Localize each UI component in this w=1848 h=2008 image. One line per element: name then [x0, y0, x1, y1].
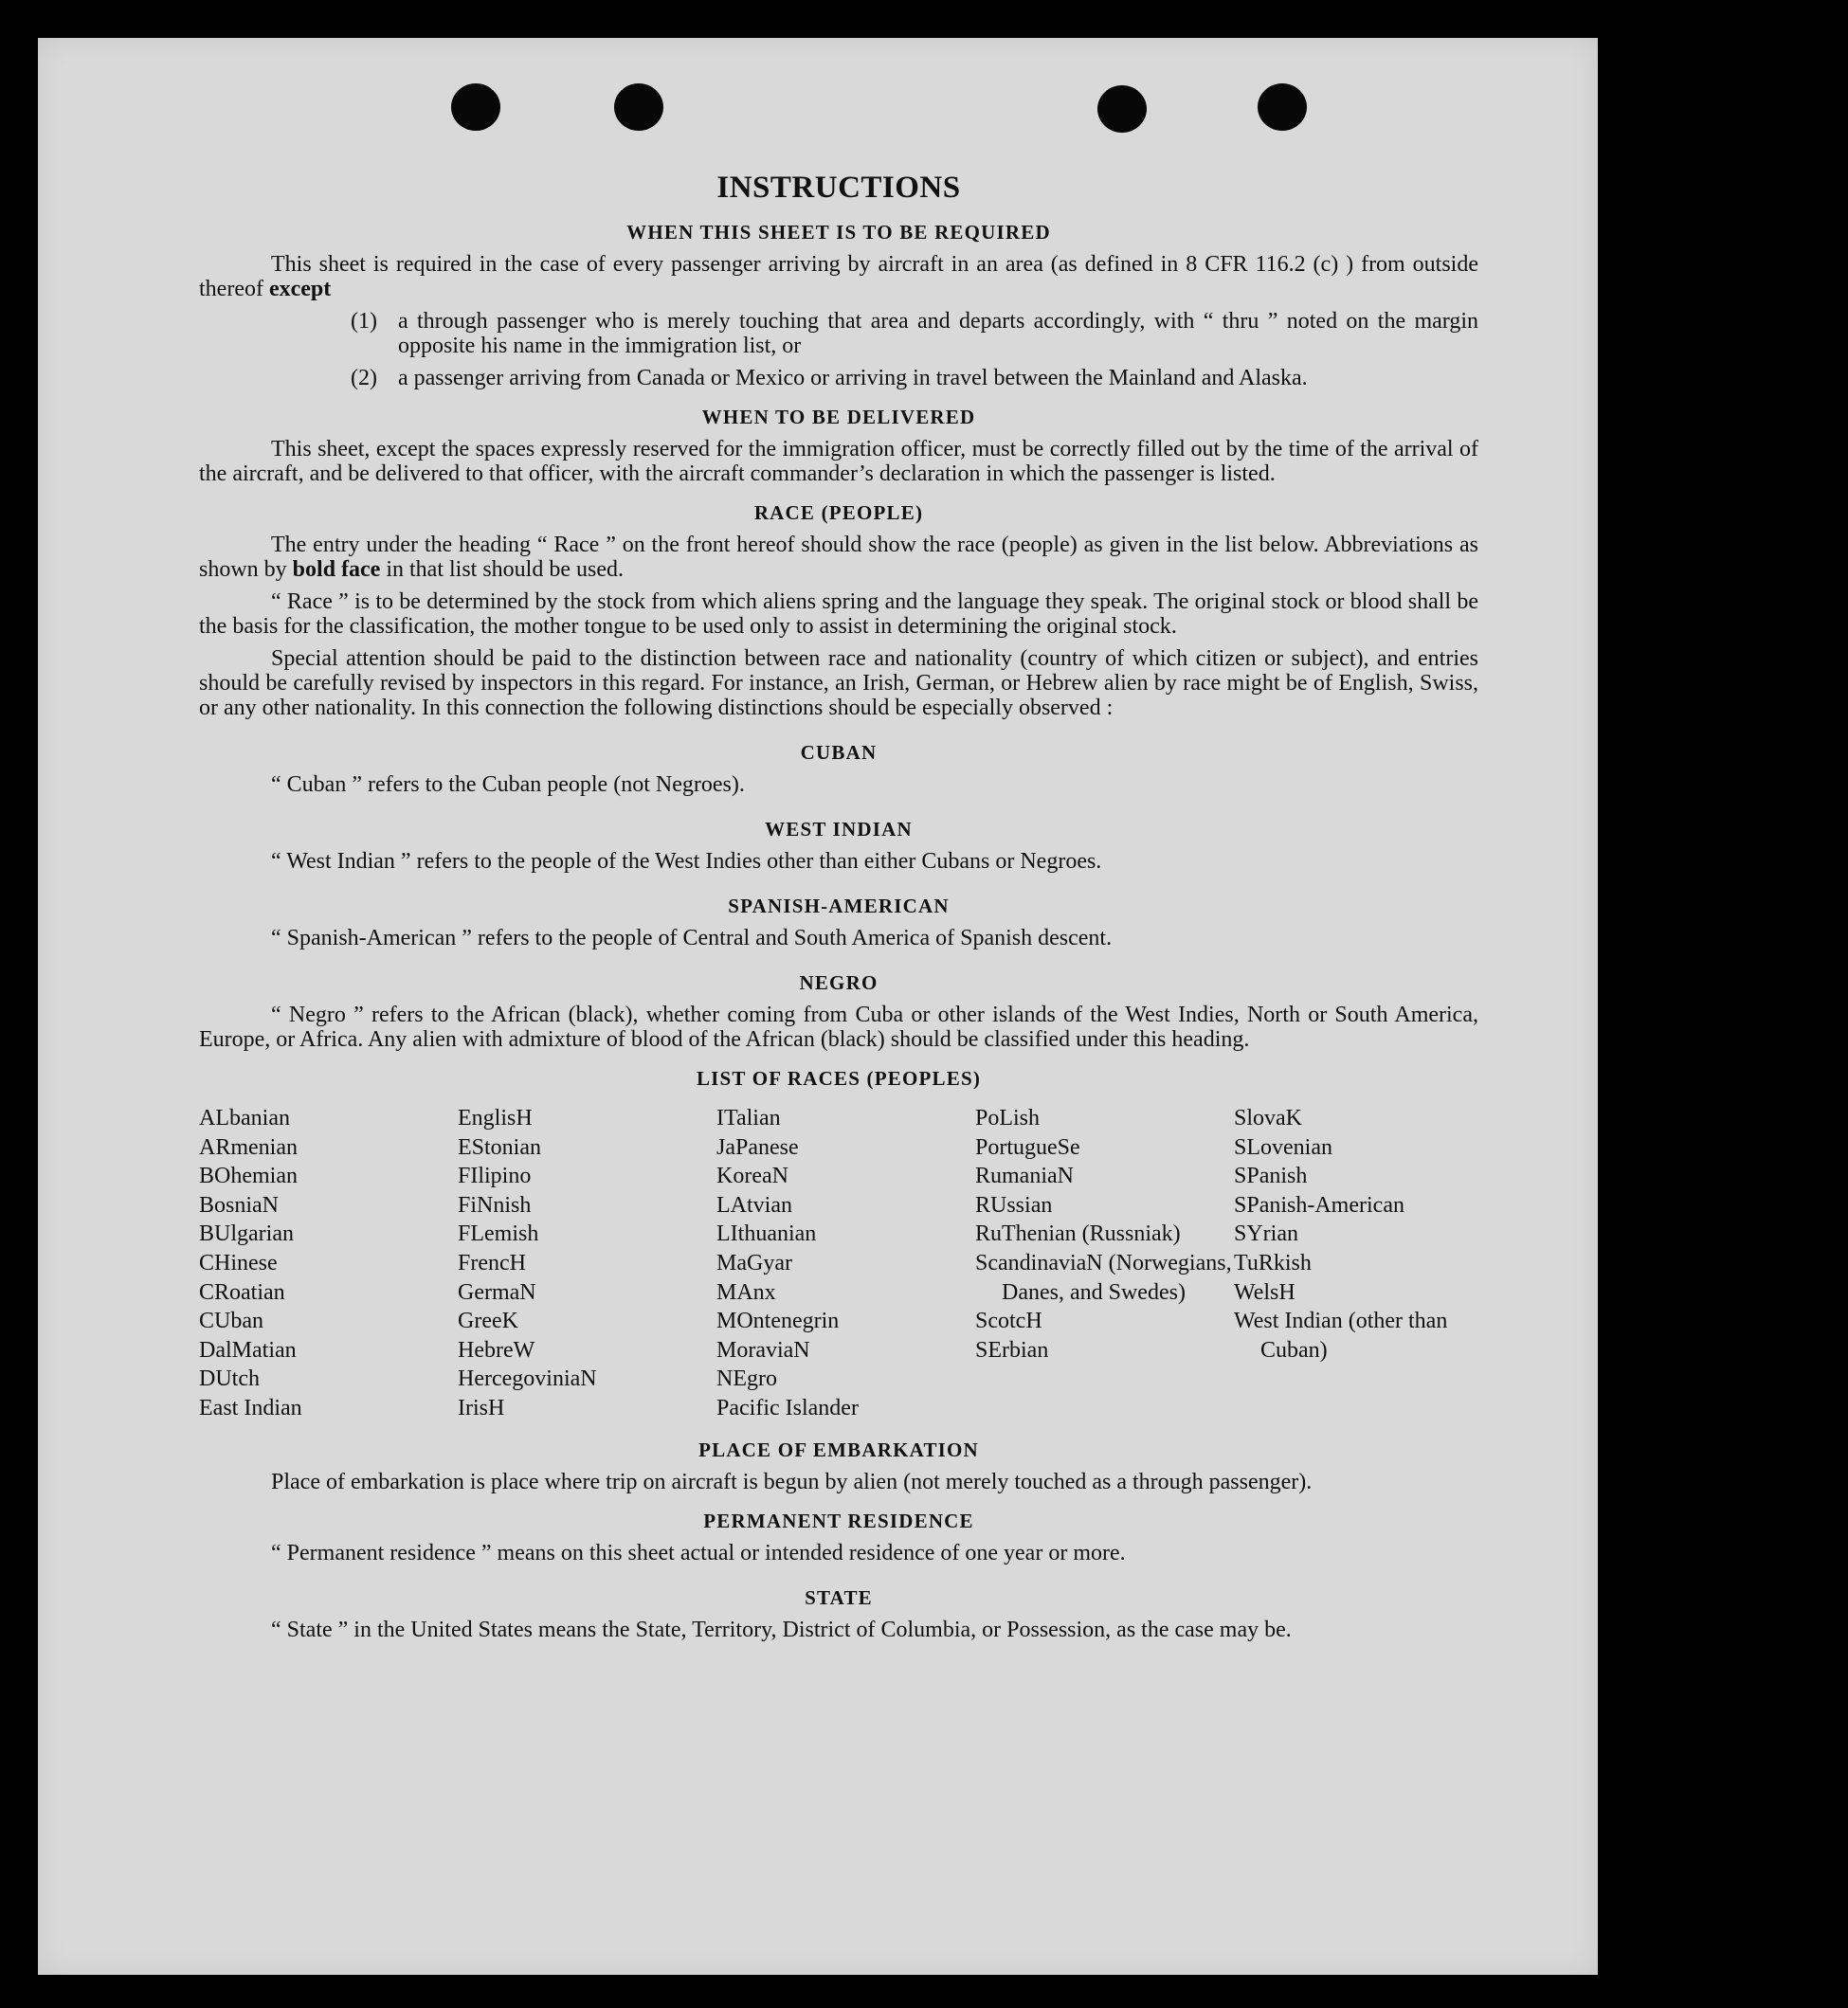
- list-item: West Indian (other than Cuban): [1234, 1309, 1448, 1363]
- list-item: [351, 366, 1478, 390]
- list-item: EStonian: [458, 1134, 541, 1160]
- list-item: PortugueSe: [975, 1134, 1080, 1160]
- list-item: JaPanese: [716, 1134, 799, 1160]
- list-item: SYrian: [1234, 1221, 1298, 1247]
- punch-hole: [1097, 85, 1147, 133]
- document-page: [38, 38, 1598, 1975]
- item-number: (1): [351, 309, 377, 334]
- list-item: ScotcH: [975, 1309, 1042, 1334]
- list-item: BUlgarian: [199, 1221, 294, 1247]
- residence-text: “ Permanent residence ” means on this sheet actual or intended residence of one year or more.: [271, 1540, 1126, 1565]
- list-item: ScandinaviaN (Norwegians, Danes, and Swedes): [975, 1250, 1232, 1305]
- list-item: GermaN: [458, 1279, 536, 1305]
- when-delivered-text: This sheet, except the spaces expressly reserved for the immigration officer, must be correctly filled out by the time of the arrival of the aircraft, and be delivered to that officer, with the aircraft commander’s declaration in which the passenger is listed.: [199, 437, 1478, 486]
- list-item: LAtvian: [716, 1192, 792, 1218]
- list-item: SPanish-American: [1234, 1192, 1404, 1218]
- races-column-2: [458, 1104, 716, 1423]
- list-item: ARmenian: [199, 1134, 298, 1160]
- list-item: LIthuanian: [716, 1221, 817, 1247]
- heading-negro: NEGRO: [799, 971, 879, 994]
- races-column-5: [1234, 1104, 1478, 1423]
- race-p1-suffix: in that list should be used.: [386, 557, 624, 582]
- heading-list-of-races: LIST OF RACES (PEOPLES): [696, 1067, 982, 1090]
- race-paragraph-1: [199, 533, 1478, 582]
- negro-text: “ Negro ” refers to the African (black), whether coming from Cuba or other islands of the West Indies, North or South America, Europe, or Africa. Any alien with admixture of blood of the African (black) should be classified under this heading.: [199, 1003, 1478, 1052]
- list-item: PoLish: [975, 1106, 1041, 1131]
- race-p1-bold: bold face: [292, 557, 381, 582]
- list-item: CHinese: [199, 1250, 278, 1275]
- list-item: HebreW: [458, 1337, 535, 1363]
- list-item: IrisH: [458, 1395, 505, 1420]
- heading-place-of-embarkation: PLACE OF EMBARKATION: [698, 1438, 979, 1461]
- heading-when-required: WHEN THIS SHEET IS TO BE REQUIRED: [626, 221, 1051, 244]
- list-item: [351, 309, 1478, 358]
- punch-hole: [614, 83, 663, 131]
- list-item: CRoatian: [199, 1279, 285, 1305]
- list-item: MaGyar: [716, 1250, 792, 1275]
- list-item: MoraviaN: [716, 1337, 810, 1363]
- instructions-body: [199, 171, 1478, 1642]
- heading-state: STATE: [805, 1585, 873, 1609]
- heading-when-delivered: WHEN TO BE DELIVERED: [701, 406, 976, 428]
- embarkation-text: Place of embarkation is place where trip on aircraft is begun by alien (not merely touched as a through passenger).: [271, 1469, 1313, 1494]
- race-paragraph-2: “ Race ” is to be determined by the stock from which aliens spring and the language they speak. The original stock or blood shall be the basis for the classification, the mother tongue to be used only to assist in determining the original stock.: [199, 589, 1478, 639]
- list-item: KoreaN: [716, 1164, 788, 1189]
- races-column-3: [716, 1104, 975, 1423]
- heading-race: RACE (PEOPLE): [753, 501, 924, 524]
- list-item: BosniaN: [199, 1192, 279, 1218]
- list-item: ITalian: [716, 1106, 781, 1131]
- punch-hole: [451, 83, 500, 131]
- list-item: GreeK: [458, 1309, 518, 1334]
- list-item: RUssian: [975, 1192, 1053, 1218]
- west-indian-text: “ West Indian ” refers to the people of the West Indies other than either Cubans or Negroes.: [271, 849, 1102, 874]
- list-item: FiNnish: [458, 1192, 532, 1218]
- list-item: CUban: [199, 1309, 263, 1334]
- list-item: DUtch: [199, 1366, 260, 1392]
- cuban-text: “ Cuban ” refers to the Cuban people (not Negroes).: [271, 772, 745, 797]
- list-item: MAnx: [716, 1279, 776, 1305]
- races-list: [199, 1104, 1478, 1423]
- list-item: SErbian: [975, 1337, 1049, 1363]
- list-item: SlovaK: [1234, 1106, 1302, 1131]
- intro-except: except: [268, 277, 332, 301]
- race-p1-text: The entry under the heading “ Race ” on the front hereof should show the race (people) as given in the list below. Abbreviations as shown by: [199, 533, 1478, 582]
- intro-text: This sheet is required in the case of every passenger arriving by aircraft in an area (as defined in 8 CFR 116.2 (c) ) from outside thereof: [199, 252, 1478, 301]
- item-text: a through passenger who is merely touching that area and departs accordingly, with “ thru ” noted on the margin opposite his name in the immigration list, or: [398, 309, 1478, 358]
- races-column-1: [199, 1104, 458, 1423]
- page-title: INSTRUCTIONS: [716, 171, 961, 205]
- list-item: SLovenian: [1234, 1134, 1332, 1160]
- race-paragraph-3: Special attention should be paid to the distinction between race and nationality (country of which citizen or subject), and entries should be carefully revised by inspectors in this regard. For instance, an Irish, German, or Hebrew alien by race might be of English, Swiss, or any other nationality. In this connection the following distinctions should be especially observed :: [199, 646, 1478, 720]
- heading-spanish-american: SPANISH-AMERICAN: [728, 895, 950, 917]
- list-item: TuRkish: [1234, 1250, 1312, 1275]
- list-item: SPanish: [1234, 1164, 1308, 1189]
- heading-west-indian: WEST INDIAN: [765, 818, 913, 841]
- when-required-intro: [199, 252, 1478, 301]
- list-item: BOhemian: [199, 1164, 298, 1189]
- list-item: RumaniaN: [975, 1164, 1074, 1189]
- list-item: RuThenian (Russniak): [975, 1221, 1181, 1247]
- races-column-4: [975, 1104, 1234, 1423]
- list-item: Pacific Islander: [716, 1395, 859, 1420]
- list-item: WelsH: [1234, 1279, 1295, 1305]
- item-text: a passenger arriving from Canada or Mexico or arriving in travel between the Mainland and Alaska.: [398, 366, 1308, 390]
- list-item: HercegoviniaN: [458, 1366, 597, 1392]
- list-item: EnglisH: [458, 1106, 533, 1131]
- list-item: East Indian: [199, 1395, 302, 1420]
- list-item: FIlipino: [458, 1164, 532, 1189]
- list-item: NEgro: [716, 1366, 777, 1392]
- punch-hole: [1258, 83, 1307, 131]
- list-item: ALbanian: [199, 1106, 290, 1131]
- list-item: DalMatian: [199, 1337, 297, 1363]
- list-item: FLemish: [458, 1221, 539, 1247]
- spanish-american-text: “ Spanish-American ” refers to the people of Central and South America of Spanish descent.: [271, 926, 1113, 950]
- heading-cuban: CUBAN: [800, 741, 878, 764]
- state-text: “ State ” in the United States means the State, Territory, District of Columbia, or Possession, as the case may be.: [271, 1617, 1292, 1642]
- list-item: MOntenegrin: [716, 1309, 840, 1334]
- item-number: (2): [351, 366, 377, 390]
- list-item: FrencH: [458, 1250, 526, 1275]
- heading-permanent-residence: PERMANENT RESIDENCE: [703, 1509, 974, 1532]
